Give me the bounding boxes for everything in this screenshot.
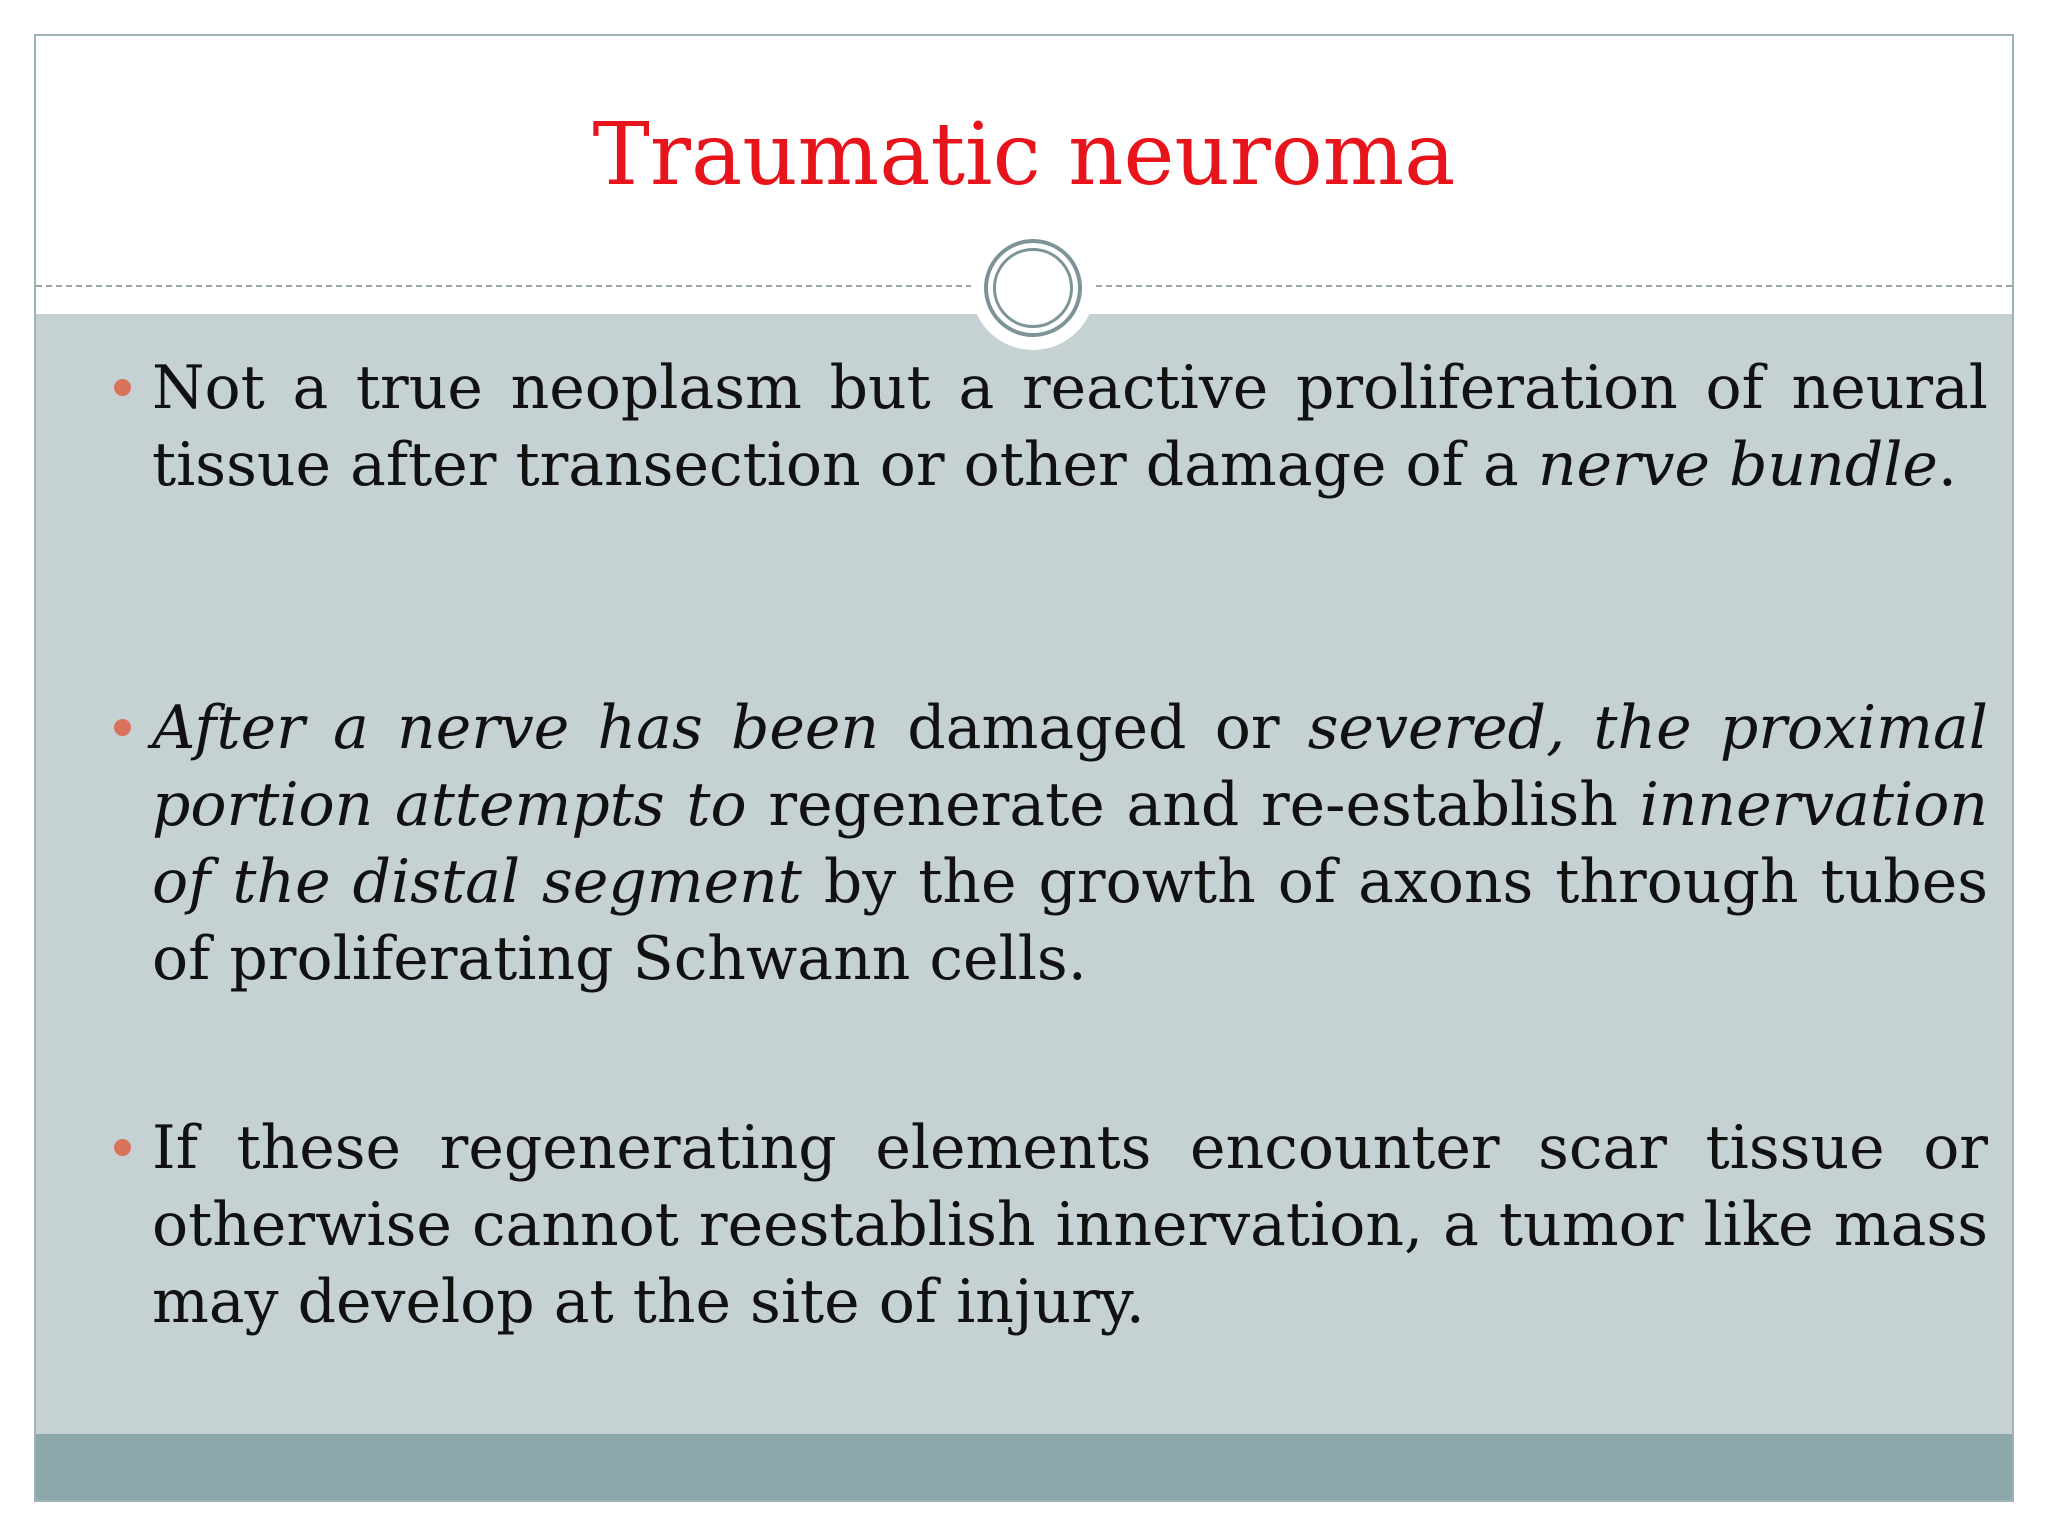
ornament-inner-ring bbox=[993, 248, 1073, 328]
bullet-2-text-6: by the growth of axons through tubes of proliferating Schwann cells. bbox=[152, 847, 1989, 994]
bullet-1-text-1: Not a true neoplasm but a reactive proliferation of neural tissue after transection or other damage of a bbox=[152, 353, 1988, 500]
bullet-item-1 bbox=[152, 350, 1988, 504]
bullet-item-2 bbox=[152, 690, 1988, 998]
bullet-2-text-3: severed, the proximal portion attempts to bbox=[152, 693, 1988, 840]
title-divider-right bbox=[1096, 285, 2012, 287]
slide bbox=[34, 34, 2014, 1502]
bullet-marker-icon bbox=[114, 379, 131, 396]
footer-bar bbox=[36, 1434, 2012, 1502]
title-divider-left bbox=[36, 285, 972, 287]
bullet-item-3 bbox=[152, 1110, 1988, 1341]
bullet-marker-icon bbox=[114, 719, 131, 736]
bullet-list bbox=[36, 314, 2012, 1434]
bullet-marker-icon bbox=[114, 1139, 131, 1156]
bullet-2-text-1: After a nerve has been bbox=[152, 693, 880, 763]
slide-title: Traumatic neuroma bbox=[592, 105, 1456, 205]
bullet-2-text-4: regenerate and re-establish bbox=[746, 770, 1640, 840]
double-ring-circle-icon bbox=[971, 226, 1095, 350]
bullet-2-text-5: innervation of the distal segment bbox=[152, 770, 1988, 917]
content-area bbox=[36, 314, 2012, 1434]
bullet-1-text-2: nerve bundle bbox=[1537, 430, 1938, 500]
bullet-2-text-2: damaged or bbox=[879, 693, 1308, 763]
bullet-3-text-1: If these regenerating elements encounter scar tissue or otherwise cannot reestablish innervation, a tumor like mass may develop at the site of injury. bbox=[152, 1113, 1988, 1337]
bullet-1-text-3: . bbox=[1937, 430, 1957, 500]
